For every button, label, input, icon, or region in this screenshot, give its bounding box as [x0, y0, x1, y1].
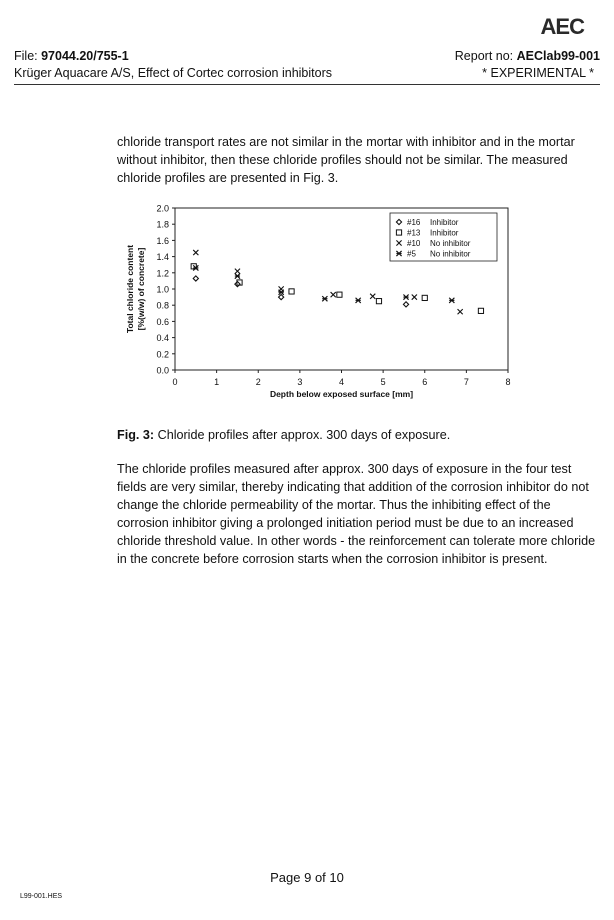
file-number: 97044.20/755-1: [41, 49, 129, 63]
data-point-square: [422, 295, 427, 300]
y-axis-label-line2: [%(w/w) of concrete]: [136, 247, 146, 331]
legend-series-label: No inhibitor: [430, 239, 471, 248]
data-point-square: [376, 299, 381, 304]
x-tick-label: 6: [422, 377, 428, 387]
report-label: Report no:: [454, 49, 517, 63]
data-point-diamond: [235, 282, 240, 287]
y-tick-label: 0.0: [156, 365, 169, 376]
y-tick-label: 2.0: [156, 203, 169, 214]
chloride-profile-chart: [110, 195, 530, 410]
company-logo: AEC: [540, 14, 584, 39]
caption-label: Fig. 3:: [117, 428, 155, 442]
y-tick-label: 1.2: [156, 268, 169, 279]
y-tick-label: 1.8: [156, 219, 169, 230]
data-point-asterisk: [356, 298, 361, 303]
data-point-diamond: [193, 276, 198, 281]
x-tick-label: 8: [505, 377, 511, 387]
legend-series-name: #13: [407, 228, 421, 238]
data-point-square: [337, 292, 342, 297]
data-point-x: [331, 292, 336, 297]
data-point-x: [193, 250, 198, 255]
document-file-id: L99-001.HES: [20, 893, 63, 900]
figure-caption: [117, 428, 450, 442]
report-reference: [455, 49, 600, 63]
data-point-x: [235, 269, 240, 274]
conclusion-paragraph: The chloride profiles measured after approx. 300 days of exposure in the four test fields are very similar, thereby indicating that addition of the corrosion inhibitor do not change the chloride permeability of the mortar. Thus the inhibiting effect of the corrosion inhibitor giving a prolonged initiation period must be due to an increased chloride threshold value. In other words - the reinforcement can tolerate more chloride in the concrete before corrosion starts when the corrosion inhibitor is present.: [117, 462, 596, 566]
x-tick-label: 5: [380, 377, 386, 387]
page-number: Page 9 of 10: [270, 870, 344, 885]
legend-series-name: #5: [407, 249, 416, 259]
y-tick-label: 0.6: [156, 316, 169, 327]
y-axis-label-line1: Total chloride content: [125, 244, 135, 334]
data-point-asterisk: [235, 273, 240, 278]
y-tick-label: 0.8: [156, 300, 169, 311]
legend-series-name: #10: [407, 239, 421, 248]
x-tick-label: 0: [172, 377, 178, 387]
file-reference: [14, 49, 129, 63]
data-point-x: [370, 294, 375, 299]
series-13: [191, 264, 483, 314]
data-point-asterisk: [322, 296, 327, 301]
x-tick-label: 2: [255, 377, 261, 387]
data-point-asterisk: [449, 298, 454, 303]
y-tick-label: 0.4: [156, 333, 169, 344]
file-label: File:: [14, 49, 42, 63]
y-tick-label: 1.0: [156, 284, 169, 295]
data-point-x: [412, 295, 417, 300]
x-axis-label: Depth below exposed surface [mm]: [269, 389, 414, 399]
x-tick-label: 3: [297, 377, 303, 387]
x-tick-label: 1: [214, 377, 220, 387]
caption-text: Chloride profiles after approx. 300 days of exposure.: [154, 428, 451, 442]
data-point-asterisk: [193, 265, 198, 270]
data-point-diamond: [403, 302, 408, 307]
data-point-square: [478, 308, 483, 313]
y-tick-label: 1.6: [156, 235, 169, 246]
data-point-asterisk: [403, 295, 408, 300]
data-point-square: [289, 289, 294, 294]
y-tick-label: 1.4: [156, 252, 169, 263]
legend-series-label: No inhibitor: [430, 249, 471, 259]
report-subtitle: Krüger Aquacare A/S, Effect of Cortec corrosion inhibitors: [14, 66, 332, 80]
x-tick-label: 7: [463, 377, 469, 387]
x-tick-label: 4: [338, 377, 345, 387]
legend-series-name: #16: [407, 218, 421, 227]
legend-series-label: Inhibitor: [430, 218, 459, 227]
intro-paragraph: chloride transport rates are not similar in the mortar with inhibitor and in the mortar without inhibitor, then these chloride profiles should not be similar. The measured chloride profiles are presented in Fig. 3.: [117, 135, 575, 185]
report-number: AEClab99-001: [516, 49, 600, 63]
legend-series-label: Inhibitor: [430, 228, 459, 238]
header-divider: [14, 84, 600, 85]
data-point-x: [458, 309, 463, 314]
y-tick-label: 0.2: [156, 349, 169, 360]
data-point-diamond: [279, 295, 284, 300]
status-label: * EXPERIMENTAL *: [482, 66, 594, 80]
